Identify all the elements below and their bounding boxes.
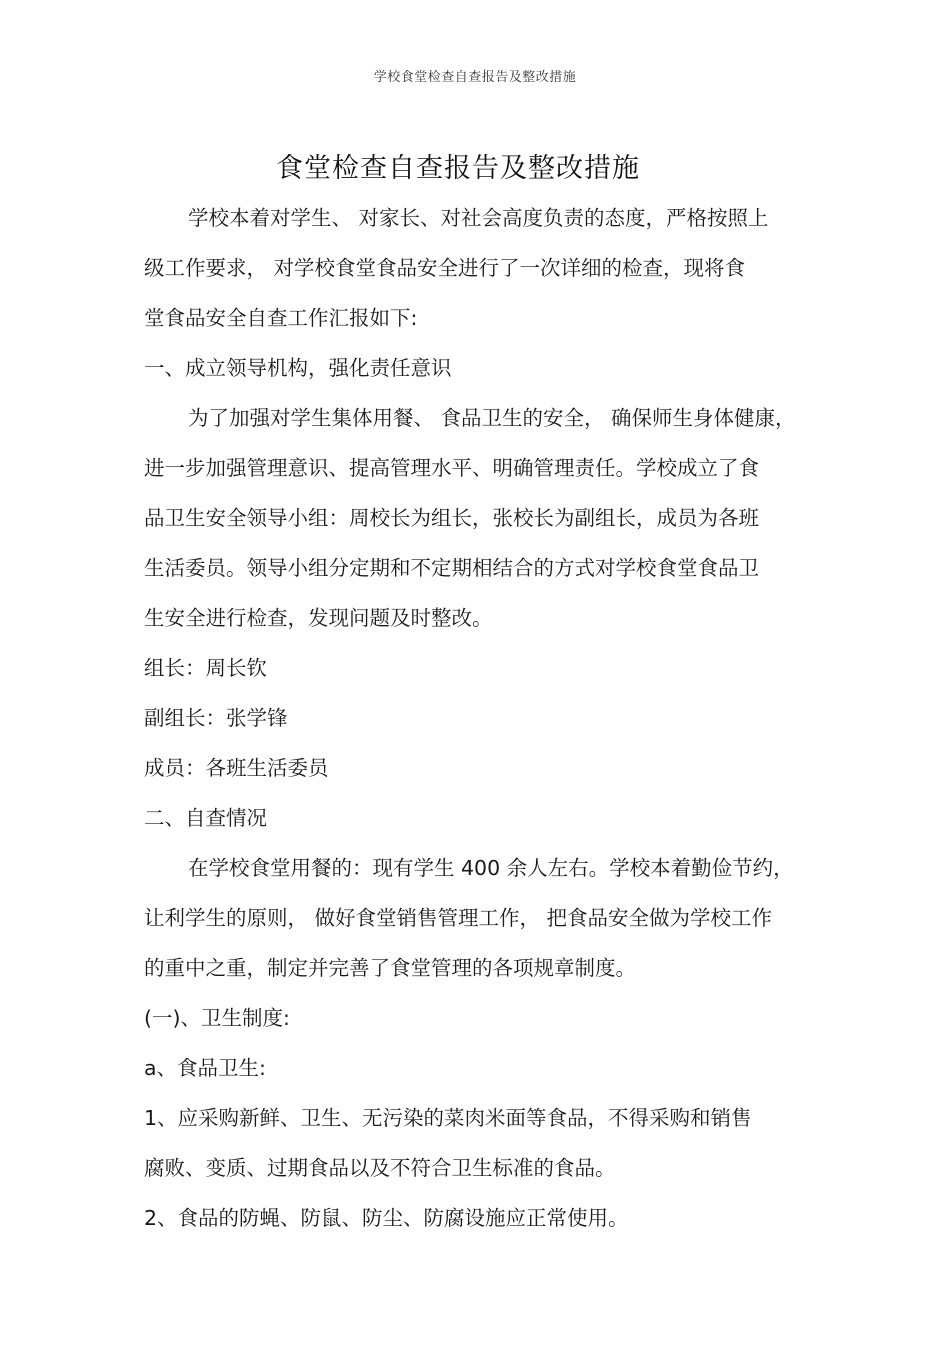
paragraph-line: 的重中之重，制定并完善了食堂管理的各项规章制度。: [144, 956, 636, 980]
document-body: [144, 193, 804, 1243]
paragraph-line: 学校本着对学生、 对家长、对社会高度负责的态度，严格按照上: [188, 206, 769, 230]
paragraph-line: 生安全进行检查，发现问题及时整改。: [144, 606, 493, 630]
deputy-leader-line: 副组长：张学锋: [144, 706, 288, 730]
paragraph-line: 为了加强对学生集体用餐、 食品卫生的安全， 确保师生身体健康，: [188, 406, 796, 430]
paragraph-line: 堂食品安全自查工作汇报如下:: [144, 306, 418, 330]
paragraph-line: 在学校食堂用餐的：现有学生 400 余人左右。学校本着勤俭节约，: [188, 856, 794, 880]
subsection-heading: (一)、卫生制度:: [144, 1006, 290, 1030]
document-title: 食堂检查自查报告及整改措施: [276, 153, 640, 184]
members-line: 成员：各班生活委员: [144, 756, 329, 780]
paragraph-line: 进一步加强管理意识、提高管理水平、明确管理责任。学校成立了食: [144, 456, 759, 480]
list-item-line: 腐败、变质、过期食品以及不符合卫生标准的食品。: [144, 1156, 616, 1180]
section-heading: 二、自查情况: [144, 806, 267, 830]
running-header: 学校食堂检查自查报告及整改措施: [373, 70, 577, 85]
section-heading: 一、成立领导机构，强化责任意识: [144, 356, 452, 380]
list-item-line: 2、食品的防蝇、防鼠、防尘、防腐设施应正常使用。: [144, 1206, 629, 1230]
list-item-line: 1、应采购新鲜、卫生、无污染的菜肉米面等食品，不得采购和销售: [144, 1106, 752, 1130]
paragraph-line: 让利学生的原则， 做好食堂销售管理工作， 把食品安全做为学校工作: [144, 906, 773, 930]
paragraph-line: 级工作要求， 对学校食堂食品安全进行了一次详细的检查，现将食: [144, 256, 746, 280]
paragraph-line: 品卫生安全领导小组：周校长为组长，张校长为副组长，成员为各班: [144, 506, 759, 530]
leader-line: 组长：周长钦: [144, 656, 267, 680]
paragraph-line: 生活委员。领导小组分定期和不定期相结合的方式对学校食堂食品卫: [144, 556, 759, 580]
subsection-heading: a、食品卫生:: [144, 1056, 266, 1080]
